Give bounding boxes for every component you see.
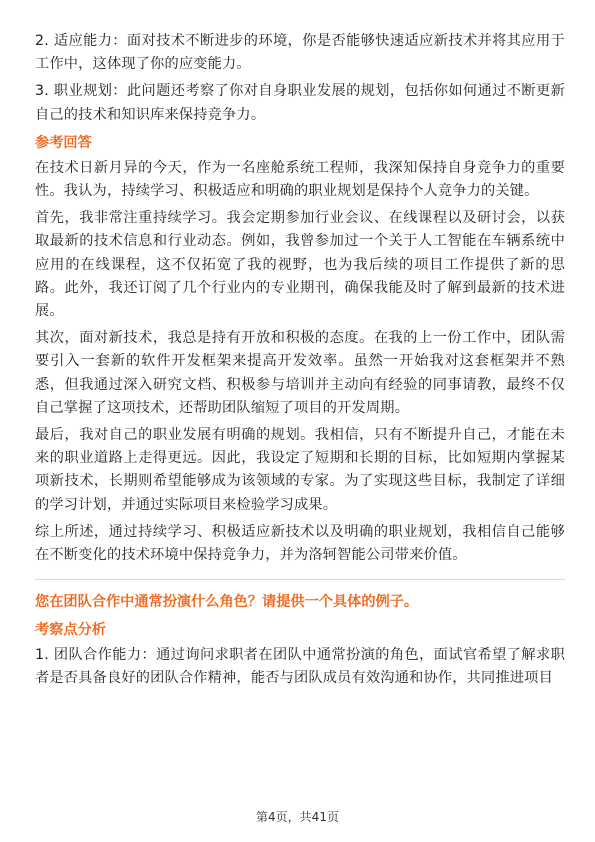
answer-paragraph: 在技术日新月异的今天，作为一名座舱系统工程师，我深知保持自身竞争力的重要性。我认为，持续学习、积极适应和明确的职业规划是保持个人竞争力的关键。: [35, 159, 565, 200]
answer-paragraph: 综上所述，通过持续学习、积极适应新技术以及明确的职业规划，我相信自己能够在不断变化的技术环境中保持竞争力，并为洛轲智能公司带来价值。: [35, 523, 565, 564]
answer-paragraph: 最后，我对自己的职业发展有明确的规划。我相信，只有不断提升自己，才能在未来的职业道路上走得更远。因此，我设定了短期和长期的目标，比如短期内掌握某项新技术，长期则希望能够成为该领域的专家。为了实现这些目标，我制定了详细的学习计划，并通过实际项目来检验学习成果。: [35, 427, 565, 513]
answer-paragraph: 首先，我非常注重持续学习。我会定期参加行业会议、在线课程以及研讨会，以获取最新的技术信息和行业动态。例如，我曾参加过一个关于人工智能在车辆系统中应用的在线课程，这不仅拓宽了我的视野，也为我后续的项目工作提供了新的思路。此外，我还订阅了几个行业内的专业期刊，确保我能及时了解到最新的技术进展。: [35, 210, 565, 320]
analysis-point-1: 1. 团队合作能力：通过询问求职者在团队中通常扮演的角色，面试官希望了解求职者是否具备良好的团队合作精神，能否与团队成员有效沟通和协作，共同推进项目: [35, 647, 565, 687]
interview-question: 您在团队合作中通常扮演什么角色？请提供一个具体的例子。: [35, 594, 419, 611]
page-footer: 第4页，共41页: [256, 810, 339, 824]
intro-point-3: 3. 职业规划：此问题还考察了你对自身职业发展的规划，包括你如何通过不断更新自己的技术和知识库来保持竞争力。: [35, 83, 565, 123]
section-divider: [35, 579, 565, 580]
reference-answer-heading: 参考回答: [35, 134, 92, 151]
intro-point-2: 2. 适应能力：面对技术不断进步的环境，你是否能够快速适应新技术并将其应用于工作中，这体现了你的应变能力。: [35, 33, 565, 73]
answer-paragraph: 其次，面对新技术，我总是持有开放和积极的态度。在我的上一份工作中，团队需要引入一套新的软件开发框架来提高开发效率。虽然一开始我对这套框架并不熟悉，但我通过深入研究文档、积极参与培训并主动向有经验的同事请教，最终不仅自己掌握了这项技术，还帮助团队缩短了项目的开发周期。: [35, 330, 565, 416]
analysis-heading: 考察点分析: [35, 622, 106, 639]
page-content: [35, 30, 565, 695]
